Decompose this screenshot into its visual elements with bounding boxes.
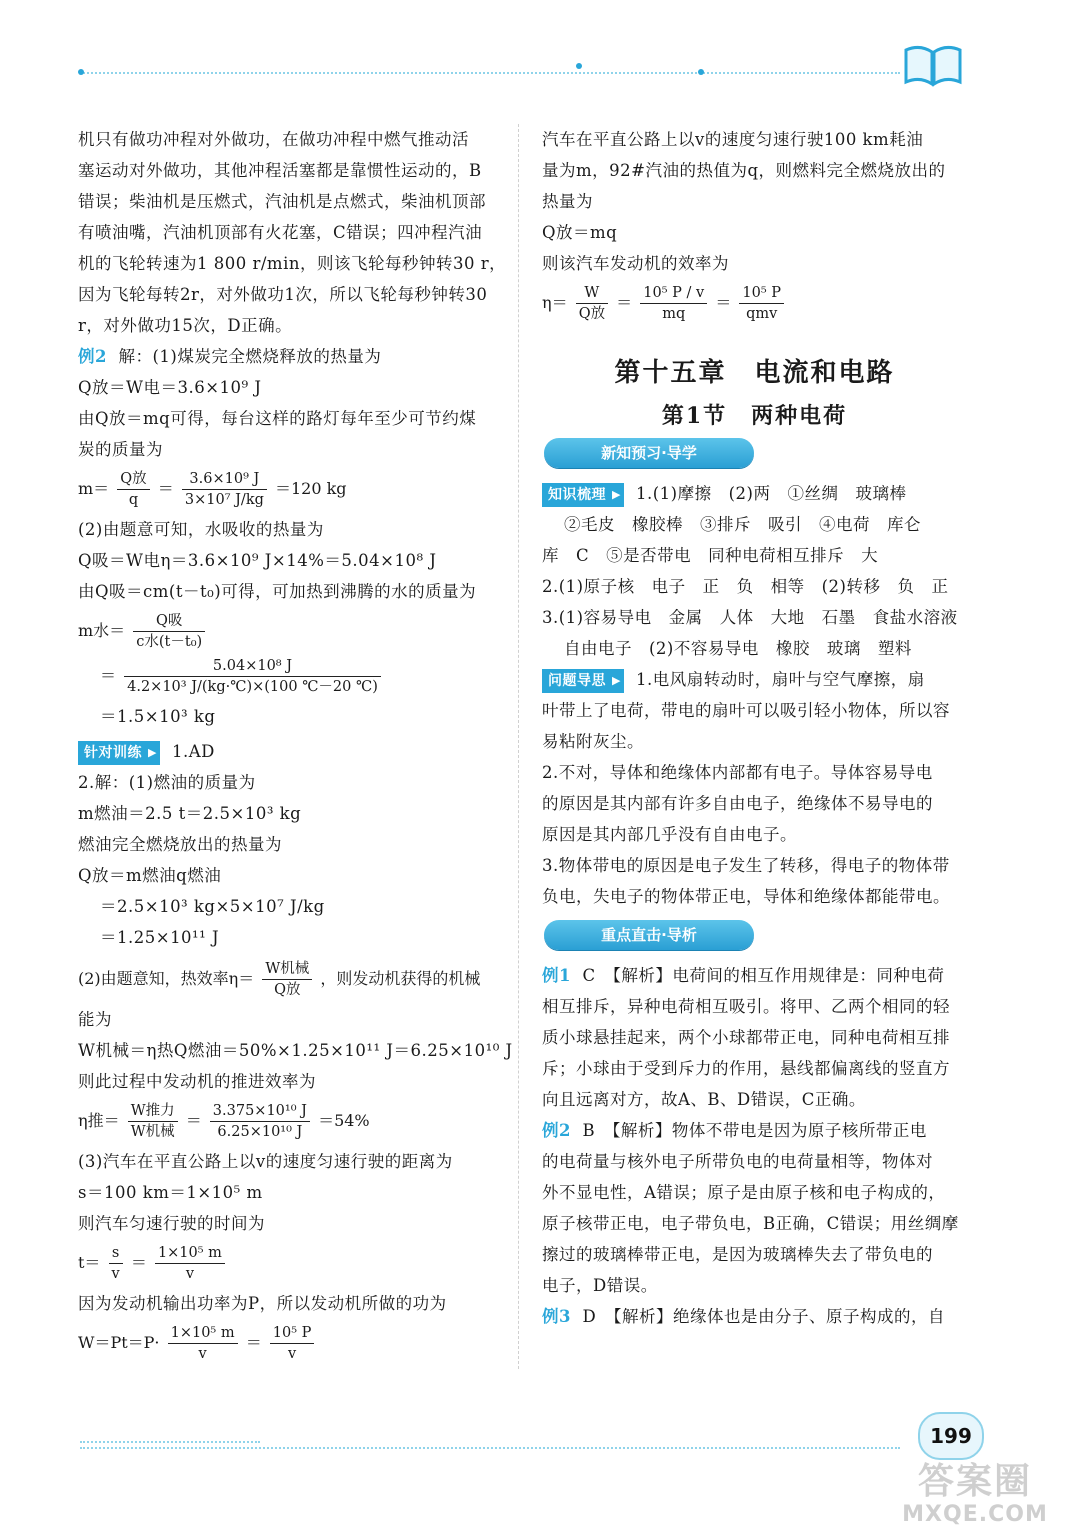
- denominator: c水(t－t₀): [136, 634, 203, 650]
- right-column: [542, 124, 967, 1332]
- eq-op: ＝: [185, 1111, 202, 1130]
- eq-op: ＝: [715, 293, 732, 312]
- text-line: 机只有做功冲程对外做功，在做功冲程中燃气推动活: [78, 130, 469, 149]
- denominator: q: [128, 492, 139, 508]
- column-divider: [518, 124, 519, 1369]
- text-line: 叶带上了电荷，带电的扇叶可以吸引轻小物体，所以容: [542, 701, 950, 720]
- page-number: 199: [918, 1412, 984, 1460]
- numerator: W推力: [128, 1101, 178, 1122]
- text-line: ＝1.25×10¹¹ J: [100, 928, 220, 947]
- text-line: Q放＝m燃油q燃油: [78, 866, 222, 885]
- fraction: [576, 283, 608, 324]
- focus-banner: 重点直击·导析: [544, 920, 754, 950]
- equation-engine-efficiency: [542, 283, 967, 324]
- training-line: [78, 736, 498, 767]
- equation-efficiency-def: [78, 959, 498, 1000]
- text-line: Q放＝W电＝3.6×10⁹ J: [78, 378, 262, 397]
- text-span: D 【解析】绝缘体也是由分子、原子构成的，自: [582, 1307, 945, 1326]
- fraction: [133, 611, 205, 652]
- denominator: 3×10⁷ J/kg: [184, 492, 264, 508]
- text-line: 热量为: [542, 192, 593, 211]
- eq-lhs: η推＝: [78, 1111, 120, 1130]
- text-line: 机的飞轮转速为1 800 r/min，则该飞轮每秒钟转30 r，: [78, 254, 507, 273]
- text-line: 质小球悬挂起来，两个小球都带正电，同种电荷相互排: [542, 1028, 950, 1047]
- text-line: 的电荷量与核外电子所带负电的电荷量相等，物体对: [542, 1152, 933, 1171]
- numerator: 10⁵ P: [270, 1323, 315, 1344]
- text-line: Q吸＝W电η＝3.6×10⁹ J×14%＝5.04×10⁸ J: [78, 551, 437, 570]
- fraction: [117, 469, 149, 510]
- footer-dotted-line: [80, 1441, 260, 1443]
- numerator: 3.375×10¹⁰ J: [210, 1101, 310, 1122]
- footer-dotted-line: [80, 1447, 900, 1449]
- example-label: 例2: [542, 1121, 571, 1140]
- denominator: v: [111, 1266, 120, 1282]
- section-title: 第1节 两种电荷: [661, 403, 848, 429]
- equation-work: [78, 1323, 498, 1364]
- fraction: [124, 656, 381, 697]
- text-line: 原子核带正电，电子带负电，B正确，C错误；用丝绸摩: [542, 1214, 959, 1233]
- text-line: 则汽车匀速行驶的时间为: [78, 1214, 265, 1233]
- text-line: 由Q吸＝cm(t－t₀)可得，可加热到沸腾的水的质量为: [78, 582, 477, 601]
- text-line: 汽车在平直公路上以v的速度匀速行驶100 km耗油: [542, 130, 924, 149]
- fraction: [128, 1101, 178, 1142]
- eq-op: ＝: [245, 1333, 262, 1352]
- denominator: mq: [662, 306, 686, 322]
- text-span: ，则发动机获得的机械: [320, 969, 481, 988]
- text-line: 2.(1)原子核 电子 正 负 相等 (2)转移 负 正: [542, 577, 949, 596]
- eq-rhs: ＝120 kg: [274, 479, 347, 498]
- text-line: 炭的质量为: [78, 440, 163, 459]
- text-line: 擦过的玻璃棒带正电，是因为玻璃棒失去了带负电的: [542, 1245, 933, 1264]
- header-dot: [78, 69, 84, 75]
- text-line: 量为m，92#汽油的热值为q，则燃料完全燃烧放出的: [542, 161, 946, 180]
- example-label: 例1: [542, 966, 571, 985]
- fraction: [262, 959, 312, 1000]
- eq-op: ＝: [157, 479, 174, 498]
- text-line: 能为: [78, 1010, 112, 1029]
- text-line: 则此过程中发动机的推进效率为: [78, 1072, 316, 1091]
- left-column: [78, 124, 513, 1368]
- text-span: (2)由题意知，热效率η＝: [78, 969, 255, 988]
- text-line: 2.解：(1)燃油的质量为: [78, 773, 256, 792]
- eq-lhs: η＝: [542, 293, 568, 312]
- text-line: (2)由题意可知，水吸收的热量为: [78, 520, 324, 539]
- watermark-logo: [900, 1462, 1050, 1532]
- text-line: 燃油完全燃烧放出的热量为: [78, 835, 282, 854]
- text-line: 外不显电性，A错误；原子是由原子核和电子构成的，: [542, 1183, 946, 1202]
- text-line: 负电，失电子的物体带正电，导体和绝缘体都能带电。: [542, 887, 950, 906]
- watermark-text: 答案圈: [917, 1461, 1032, 1502]
- fraction: [168, 1323, 238, 1364]
- text-line: r，对外做功15次，D正确。: [78, 316, 293, 335]
- eq-rhs: ＝54%: [318, 1111, 370, 1130]
- text-span: 1.(1)摩擦 (2)两 ①丝绸 玻璃棒: [636, 484, 907, 503]
- knowledge-line: [542, 478, 967, 509]
- text-span: 解：(1)煤炭完全燃烧释放的热量为: [118, 347, 382, 366]
- text-line: 3.(1)容易导电 金属 人体 大地 石墨 食盐水溶液: [542, 608, 958, 627]
- text-span: 1.电风扇转动时，扇叶与空气摩擦，扇: [636, 670, 925, 689]
- numerator: W: [576, 283, 608, 304]
- text-line: 电子，D错误。: [542, 1276, 658, 1295]
- text-line: ＝2.5×10³ kg×5×10⁷ J/kg: [100, 897, 325, 916]
- header-dot: [576, 63, 582, 69]
- eq-lhs: t＝: [78, 1253, 101, 1272]
- eq-op: ＝: [130, 1253, 147, 1272]
- numerator: 10⁵ P / v: [640, 283, 707, 304]
- eq-lhs: m水＝: [78, 621, 126, 640]
- text-span: C 【解析】电荷间的相互作用规律是：同种电荷: [582, 966, 945, 985]
- numerator: 1×10⁵ m: [155, 1243, 225, 1264]
- numerator: W机械: [262, 959, 312, 980]
- text-line: 原因是其内部几乎没有自由电子。: [542, 825, 797, 844]
- header-dotted-line: [80, 72, 900, 74]
- eq-op: ＝: [616, 293, 633, 312]
- text-line: W机械＝η热Q燃油＝50%×1.25×10¹¹ J＝6.25×10¹⁰ J: [78, 1041, 513, 1060]
- equation-time: [78, 1243, 498, 1284]
- eq-lhs: m＝: [78, 479, 110, 498]
- equation-water-mass-2: [78, 656, 498, 697]
- watermark-domain: MXQE.COM: [902, 1502, 1048, 1527]
- text-line: ＝1.5×10³ kg: [100, 707, 216, 726]
- fraction: [109, 1243, 123, 1284]
- eq-op: ＝: [100, 666, 117, 685]
- text-line: 2.不对，导体和绝缘体内部都有电子。导体容易导电: [542, 763, 933, 782]
- numerator: 10⁵ P: [739, 283, 784, 304]
- numerator: 5.04×10⁸ J: [124, 656, 381, 677]
- fraction: [270, 1323, 315, 1364]
- eq-lhs: W＝Pt＝P·: [78, 1333, 160, 1352]
- fraction: [640, 283, 707, 324]
- numerator: Q放: [117, 469, 149, 490]
- text-line: 斥；小球由于受到斥力的作用，悬线都偏离线的竖直方: [542, 1059, 950, 1078]
- text-line: (3)汽车在平直公路上以v的速度匀速行驶的距离为: [78, 1152, 453, 1171]
- text-line: 错误；柴油机是压燃式，汽油机是点燃式，柴油机顶部: [78, 192, 486, 211]
- text-line: 塞运动对外做功，其他冲程活塞都是靠惯性运动的，B: [78, 161, 482, 180]
- training-tag: 针对训练 ▶: [78, 741, 160, 765]
- knowledge-tag: 知识梳理 ▶: [542, 483, 624, 507]
- text-line: Q放＝mq: [542, 223, 618, 242]
- denominator: Q放: [274, 982, 301, 998]
- fraction: [155, 1243, 225, 1284]
- example-2-line: [542, 1115, 967, 1146]
- denominator: 4.2×10³ J/(kg·℃)×(100 ℃－20 ℃): [127, 679, 378, 695]
- denominator: Q放: [578, 306, 606, 322]
- equation-water-mass: [78, 611, 498, 652]
- numerator: 1×10⁵ m: [168, 1323, 238, 1344]
- preview-banner: 新知预习·导学: [544, 438, 754, 468]
- fraction: [210, 1101, 310, 1142]
- text-line: 因为飞轮每转2r，对外做功1次，所以飞轮每秒钟转30: [78, 285, 488, 304]
- text-line: 自由电子 (2)不容易导电 橡胶 玻璃 塑料: [564, 639, 912, 658]
- open-book-icon: [902, 42, 964, 88]
- text-line: 由Q放＝mq可得，每台这样的路灯每年至少可节约煤: [78, 409, 477, 428]
- equation-coal-mass: [78, 469, 498, 510]
- example-label: 例3: [542, 1307, 571, 1326]
- numerator: s: [109, 1243, 123, 1264]
- text-span: 1.AD: [172, 742, 215, 761]
- example-1-line: [542, 960, 967, 991]
- text-line: 则该汽车发动机的效率为: [542, 254, 729, 273]
- example-label: 例2: [78, 347, 107, 366]
- fraction: [182, 469, 267, 510]
- equation-propulsion-efficiency: [78, 1101, 498, 1142]
- chapter-title: 第十五章 电流和电路: [614, 358, 895, 388]
- question-line: [542, 664, 967, 695]
- text-line: 3.物体带电的原因是电子发生了转移，得电子的物体带: [542, 856, 950, 875]
- numerator: 3.6×10⁹ J: [182, 469, 267, 490]
- question-tag: 问题导思 ▶: [542, 669, 624, 693]
- text-span: B 【解析】物体不带电是因为原子核所带正电: [582, 1121, 927, 1140]
- text-line: m燃油＝2.5 t＝2.5×10³ kg: [78, 804, 302, 823]
- text-line: 库 C ⑤是否带电 同种电荷相互排斥 大: [542, 546, 879, 565]
- denominator: 6.25×10¹⁰ J: [217, 1124, 303, 1140]
- denominator: v: [185, 1266, 195, 1282]
- text-line: s＝100 km＝1×10⁵ m: [78, 1183, 263, 1202]
- text-line: 有喷油嘴，汽油机顶部有火花塞，C错误；四冲程汽油: [78, 223, 483, 242]
- text-line: 相互排斥，异种电荷相互吸引。将甲、乙两个相同的轻: [542, 997, 950, 1016]
- denominator: W机械: [130, 1124, 175, 1140]
- header-dot: [698, 69, 704, 75]
- example-2-line: [78, 341, 498, 372]
- denominator: qmv: [746, 306, 778, 322]
- denominator: v: [198, 1346, 207, 1362]
- text-line: ②毛皮 橡胶棒 ③排斥 吸引 ④电荷 库仑: [564, 515, 921, 534]
- text-line: 向且远离对方，故A、B、D错误，C正确。: [542, 1090, 866, 1109]
- numerator: Q吸: [133, 611, 205, 632]
- example-3-line: [542, 1301, 967, 1332]
- denominator: v: [288, 1346, 297, 1362]
- text-line: 的原因是其内部有许多自由电子，绝缘体不易导电的: [542, 794, 933, 813]
- text-line: 因为发动机输出功率为P，所以发动机所做的功为: [78, 1294, 447, 1313]
- text-line: 易粘附灰尘。: [542, 732, 644, 751]
- fraction: [739, 283, 784, 324]
